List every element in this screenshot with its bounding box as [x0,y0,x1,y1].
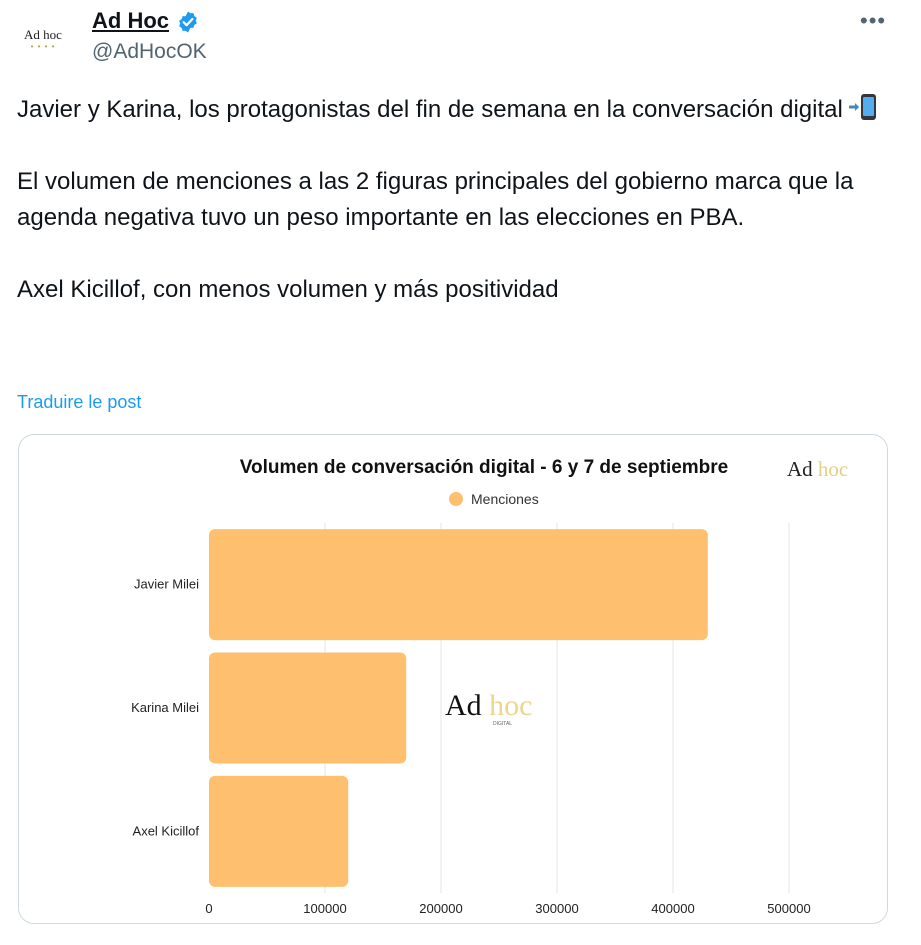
chart-logo-ad: Ad [787,457,813,481]
watermark-sub: DIGITAL [493,721,513,727]
x-tick-label: 0 [205,901,213,916]
x-tick-label: 500000 [767,901,811,916]
tweet-paragraph [17,92,897,128]
y-category-label: Javier Milei [133,576,199,592]
y-category-label: Axel Kicillof [132,823,199,839]
avatar-logo-text: Ad hoc [24,27,62,42]
chart-logo-hoc: hoc [817,457,849,481]
x-tick-label: 200000 [419,901,463,916]
x-tick-label: 300000 [535,901,579,916]
tweet-paragraph-2: El volumen de menciones a las 2 figuras principales del gobierno marca que la agenda negativa tuvo un peso importante en las elecciones en PBA. [17,168,854,231]
bar-karina-milei [209,653,406,764]
y-category-label: Karina Milei [131,700,199,715]
tweet-paragraph-3: Axel Kicillof, con menos volumen y más positividad [17,276,559,303]
watermark-hoc: hoc [489,689,533,722]
tweet-text [17,92,897,308]
translate-post-link[interactable]: Traduire le post [17,392,142,412]
watermark-ad: Ad [445,689,482,722]
chart-title: Volumen de conversación digital - 6 y 7 de septiembre [239,457,729,478]
author-handle[interactable]: @AdHocOK [92,40,207,63]
bar-axel-kicillof [209,776,348,887]
author-avatar[interactable] [14,10,72,68]
author-display-name[interactable]: Ad Hoc [92,8,169,33]
x-tick-label: 400000 [651,901,695,916]
more-options-icon[interactable]: ••• [860,8,887,33]
chart-image-card[interactable] [18,434,888,924]
mobile-phone-arrow-icon [849,93,879,119]
bar-javier-milei [209,529,708,640]
legend-label: Menciones [471,491,539,507]
bar-chart [19,435,887,923]
avatar-dots: • • • • [30,42,56,51]
watermark-logo [445,689,533,727]
tweet-paragraph-1: Javier y Karina, los protagonistas del fin de semana en la conversación digital [17,96,843,123]
x-tick-label: 100000 [303,901,347,916]
verified-badge-icon [176,10,200,34]
